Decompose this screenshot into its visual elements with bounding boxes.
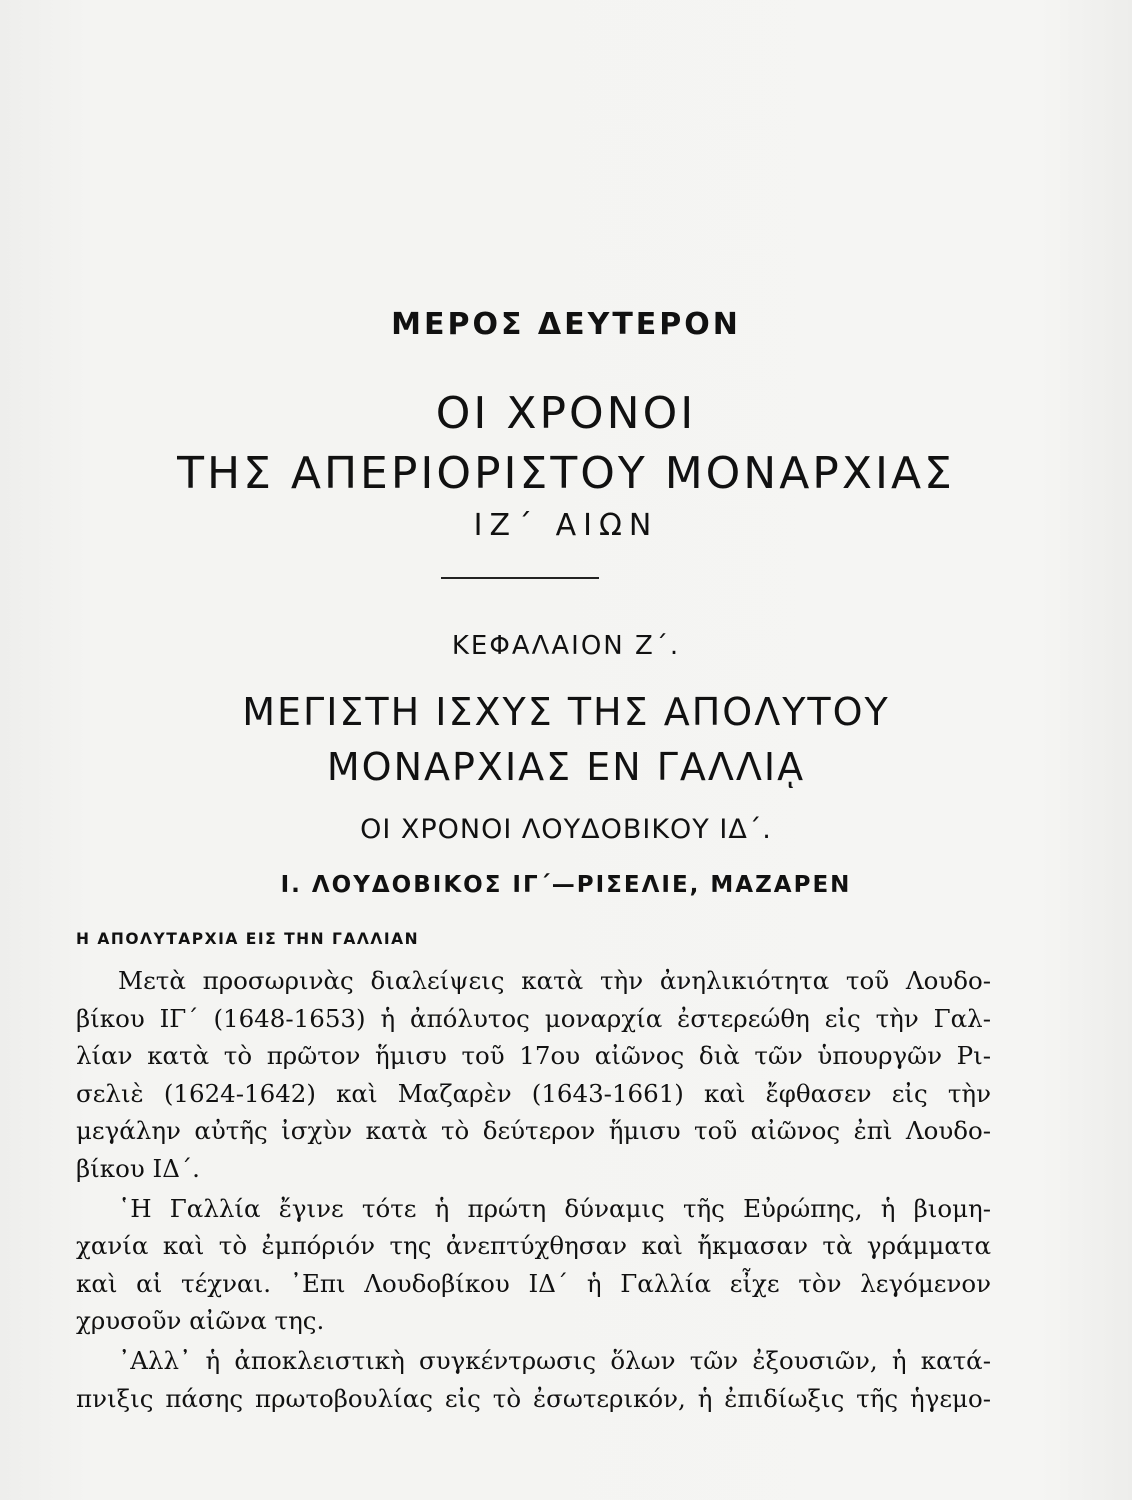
paragraph [76,1342,991,1417]
main-title-line-2: ΤΗΣ ΑΠΕΡΙΟΡΙΣΤΟΥ ΜΟΝΑΡΧΙΑΣ [177,448,955,499]
text-line: Μετὰ προσωρινὰς διαλείψεις κατὰ τὴν ἀνηλικιότητα τοῦ Λουδο- [118,966,991,995]
body-text [76,962,991,1417]
paragraph [76,962,991,1188]
text-line: σελιὲ (1624-1642) καὶ Μαζαρὲν (1643-1661) καὶ ἔφθασεν εἰς τὴν [76,1078,991,1108]
text-line: χρυσοῦν αἰῶνα της. [76,1306,325,1336]
text-line: ᾿Αλλ᾿ ἡ ἀποκλειστικὴ συγκέντρωσις ὅλων τῶν ἐξουσιῶν, ἡ κατά- [118,1345,991,1375]
text-line: βίκου ΙΓ΄ (1648-1653) ἡ ἀπόλυτος μοναρχία ἐστερεώθη εἰς τὴν Γαλ- [76,1003,991,1033]
text-line: μεγάλην αὐτῆς ἰσχὺν κατὰ τὸ δεύτερον ἥμισυ τοῦ αἰῶνος ἐπὶ Λουδο- [76,1116,991,1146]
century-label: ΙΖ΄ ΑΙΩΝ [473,508,659,543]
text-line: βίκου ΙΔ΄. [76,1153,200,1183]
section-subheading: Η ΑΠΟΛΥΤΑΡΧΙΑ ΕΙΣ ΤΗΝ ΓΑΛΛΙΑΝ [76,930,420,948]
text-line: χανία καὶ τὸ ἐμπόριόν της ἀνεπτύχθησαν καὶ ἤκμασαν τὰ γράμματα [76,1231,991,1261]
part-heading: ΜΕΡΟΣ ΔΕΥΤΕΡΟΝ [391,307,741,342]
section-heading: Ι. ΛΟΥΔΟΒΙΚΟΣ ΙΓ΄—ΡΙΣΕΛΙΕ, ΜΑΖΑΡΕΝ [280,872,852,898]
chapter-label: ΚΕΦΑΛΑΙΟΝ Ζ΄. [451,631,681,661]
text-line: καὶ αἱ τέχναι. ᾿Επι Λουδοβίκου ΙΔ΄ ἡ Γαλλία εἶχε τὸν λεγόμενον [76,1268,991,1298]
chapter-title-line-1: ΜΕΓΙΣΤΗ ΙΣΧΥΣ ΤΗΣ ΑΠΟΛΥΤΟΥ [242,690,890,734]
text-line: λίαν κατὰ τὸ πρῶτον ἥμισυ τοῦ 17ου αἰῶνος διὰ τῶν ὑπουργῶν Ρι- [76,1041,991,1071]
main-title-line-1: ΟΙ ΧΡΟΝΟΙ [435,388,697,439]
chapter-title-line-2: ΜΟΝΑΡΧΙΑΣ ΕΝ ΓΑΛΛΙᾼ [326,745,806,789]
divider-rule [441,577,599,579]
paragraph [76,1190,991,1340]
chapter-subtitle: ΟΙ ΧΡΟΝΟΙ ΛΟΥΔΟΒΙΚΟΥ ΙΔ΄. [360,814,772,845]
text-line: πνιξις πάσης πρωτοβουλίας εἰς τὸ ἐσωτερικόν, ἡ ἐπιδίωξις τῆς ἡγεμο- [76,1383,991,1413]
text-line: ῾Η Γαλλία ἔγινε τότε ἡ πρώτη δύναμις τῆς Εὐρώπης, ἡ βιομη- [118,1193,991,1223]
